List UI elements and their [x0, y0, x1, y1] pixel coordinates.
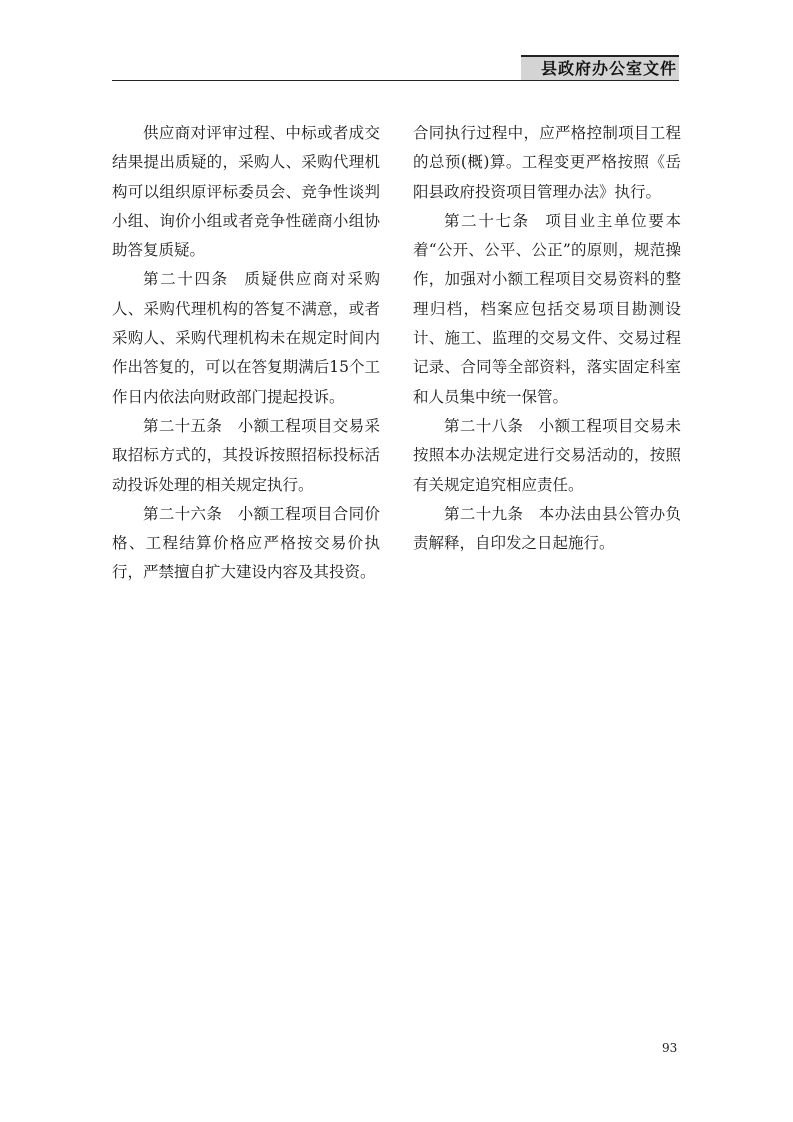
article-text: 质疑供应商对采购人、采购代理机构的答复不满意，或者采购人、采购代理机构未在规定时间内作出答复的，可以在答复期满后15个工作日内依法向财政部门提起投诉。 [112, 270, 380, 406]
right-column [413, 119, 681, 558]
article-number: 第二十九条 [444, 504, 524, 523]
article-29 [413, 500, 681, 559]
article-text: 小额工程项目交易采取招标方式的，其投诉按照招标投标活动投诉处理的相关规定执行。 [112, 416, 380, 494]
article-number: 第二十七条 [444, 211, 530, 230]
section-title: 县政府办公室文件 [521, 55, 679, 80]
paragraph-continuation: 供应商对评审过程、中标或者成交结果提出质疑的，采购人、采购代理机构可以组织原评标委员会、竞争性谈判小组、询价小组或者竞争性磋商小组协助答复质疑。 [112, 124, 380, 260]
article-number: 第二十四条 [143, 270, 229, 289]
header-rule [112, 80, 679, 81]
article-28 [413, 412, 681, 500]
left-column [112, 119, 380, 588]
article-number: 第二十六条 [143, 504, 223, 523]
article-24 [112, 265, 380, 411]
article-text: 项目业主单位要本着“公开、公平、公正”的原则，规范操作，加强对小额工程项目交易资料的整理归档，档案应包括交易项目勘测设计、施工、监理的交易文件、交易过程记录、合同等全部资料，落实固定科室和人员集中统一保管。 [413, 211, 681, 406]
article-text: 小额工程项目交易未按照本办法规定进行交易活动的，按照有关规定追究相应责任。 [413, 416, 681, 494]
article-text: 小额工程项目合同价格、工程结算价格应严格按交易价执行，严禁擅自扩大建设内容及其投资。 [112, 504, 380, 582]
article-25 [112, 412, 380, 500]
paragraph-continuation: 合同执行过程中，应严格控制项目工程的总预(概)算。工程变更严格按照《岳阳县政府投资项目管理办法》执行。 [413, 124, 681, 201]
article-27 [413, 207, 681, 412]
article-26 [112, 500, 380, 588]
page-number: 93 [662, 1041, 678, 1055]
article-number: 第二十五条 [143, 416, 223, 435]
article-text: 本办法由县公管办负责解释，自印发之日起施行。 [413, 504, 681, 553]
article-number: 第二十八条 [444, 416, 524, 435]
